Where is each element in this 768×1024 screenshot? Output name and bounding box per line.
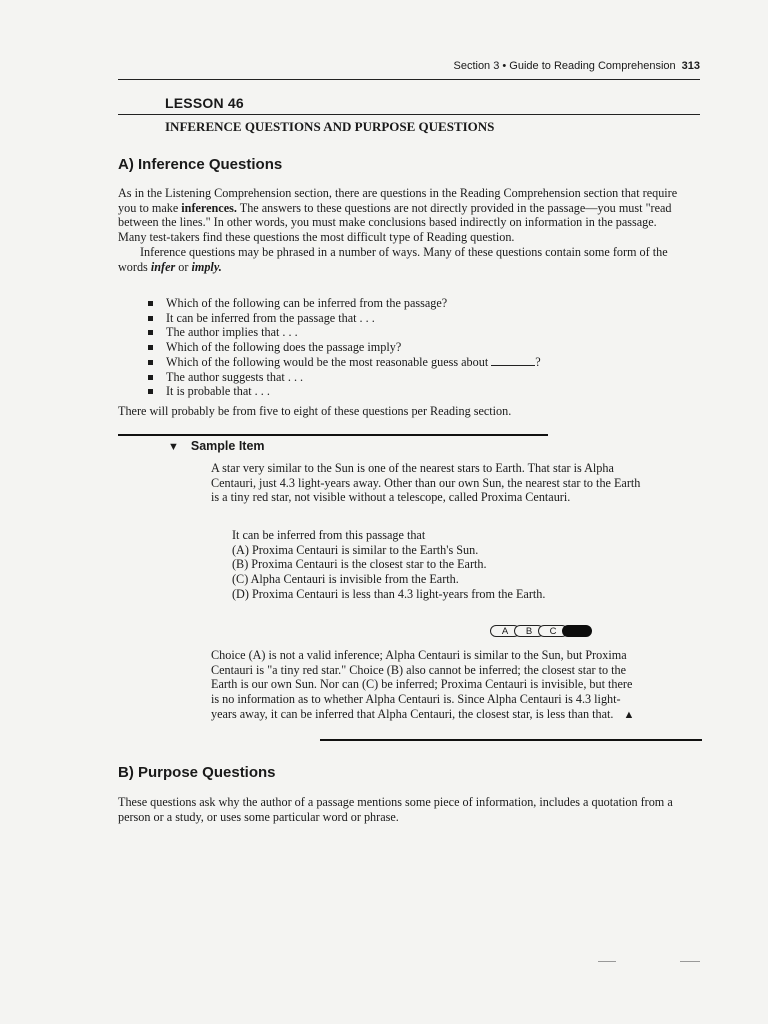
sample-explanation [211,648,643,723]
square-bullet-icon [148,301,153,306]
section-a-intro [118,186,684,274]
intro-bold-term: inferences. [181,200,237,215]
sample-item-header [168,439,265,453]
section-b-intro: These questions ask why the author of a passage mentions some piece of information, includes a quotation from a person or a study, or uses some particular word or phrase. [118,795,673,824]
phrasing-word-infer: infer [150,259,176,274]
answer-choice-a: (A) Proxima Centauri is similar to the Earth's Sun. [232,542,479,557]
list-item [142,296,662,311]
phrasing-paragraph [118,245,684,274]
answer-bubble-c: C [538,625,568,637]
answer-choice-d: (D) Proxima Centauri is less than 4.3 light-years from the Earth. [232,586,546,601]
intro-text-2: The answers to these questions are not directly provided in the passage—you must "read between the lines." In other words, you must make conclusions based indirectly on information in the passage. Many test-takers find these questions the most difficult type of Reading question. [118,200,672,245]
page-number: 313 [681,60,700,72]
sample-item-label: Sample Item [190,439,265,453]
list-item [142,370,662,385]
square-bullet-icon [148,330,153,335]
sample-question [232,528,545,602]
question-stem: It can be inferred from this passage that [232,528,426,542]
up-triangle-icon: ▲ [623,708,635,721]
answer-choice-c: (C) Alpha Centauri is invisible from the Earth. [232,572,459,587]
square-bullet-icon [148,316,153,321]
list-item [142,340,662,355]
down-triangle-icon: ▼ [168,441,179,453]
phrasing-middle: or [175,259,192,274]
sample-passage: A star very similar to the Sun is one of the nearest stars to Earth. That star is Alpha Centauri, just 4.3 light-years away. Other than our own Sun, the nearest star to the Earth is a tiny red star, not visible without a telescope, called Proxima Centauri. [211,461,641,505]
frequency-note: There will probably be from five to eight of these questions per Reading section. [118,404,512,418]
list-item-text: The author suggests that . . . [166,369,304,384]
answer-bubble-a: A [490,625,520,637]
question-forms-list [142,296,662,399]
list-item-text: It is probable that . . . [166,384,270,399]
list-item-text: It can be inferred from the passage that . . . [166,310,375,325]
lesson-rule [118,114,700,115]
list-item [142,325,662,340]
square-bullet-icon [148,375,153,380]
list-item [142,355,662,370]
list-item [142,384,662,399]
scan-mark [598,961,616,962]
answer-bubbles [490,624,592,638]
square-bullet-icon [148,345,153,350]
explanation-text: Choice (A) is not a valid inference; Alpha Centauri is similar to the Sun, but Proxima Centauri is "a tiny red star." Choice (B) also cannot be inferred; the closest star to the Earth is our own Sun. Nor can (C) be inferred; Proxima Centauri is invisible, but there is no information as to whether Alpha Centauri is. Since Alpha Centauri is 4.3 light-years away, it can be inferred that Alpha Centauri, the closest star, is less than that. [211,648,633,721]
list-item [142,311,662,326]
lesson-title: INFERENCE QUESTIONS AND PURPOSE QUESTIONS [165,119,495,134]
answer-bubble-d-selected [562,625,592,637]
running-title: Section 3 • Guide to Reading Comprehension [453,60,676,72]
running-header [118,60,700,72]
list-item-text: Which of the following can be inferred from the passage? [166,296,448,310]
sample-top-rule [118,434,548,436]
intro-text-1: As in the Listening Comprehension section, there are questions in the Reading Comprehension section that require you to make [118,186,678,215]
section-a-heading: A) Inference Questions [118,156,283,173]
list-item-text: Which of the following would be the most reasonable guess about [166,354,489,369]
sample-bottom-rule [320,739,702,741]
blank-suffix: ? [535,354,541,369]
answer-choice-b: (B) Proxima Centauri is the closest star to the Earth. [232,557,487,572]
phrasing-word-imply: imply. [191,259,222,274]
scan-mark [680,961,700,962]
section-b-heading: B) Purpose Questions [118,764,276,781]
phrasing-text: Inference questions may be phrased in a number of ways. Many of these questions contain some form of the words [118,244,668,274]
list-item-text: The author implies that . . . [166,325,298,340]
answer-blank [491,355,535,366]
intro-paragraph [118,186,684,245]
answer-bubble-b: B [514,625,544,637]
square-bullet-icon [148,389,153,394]
square-bullet-icon [148,360,153,365]
lesson-label: LESSON 46 [165,95,244,111]
header-rule [118,79,700,80]
list-item-text: Which of the following does the passage imply? [166,340,402,355]
